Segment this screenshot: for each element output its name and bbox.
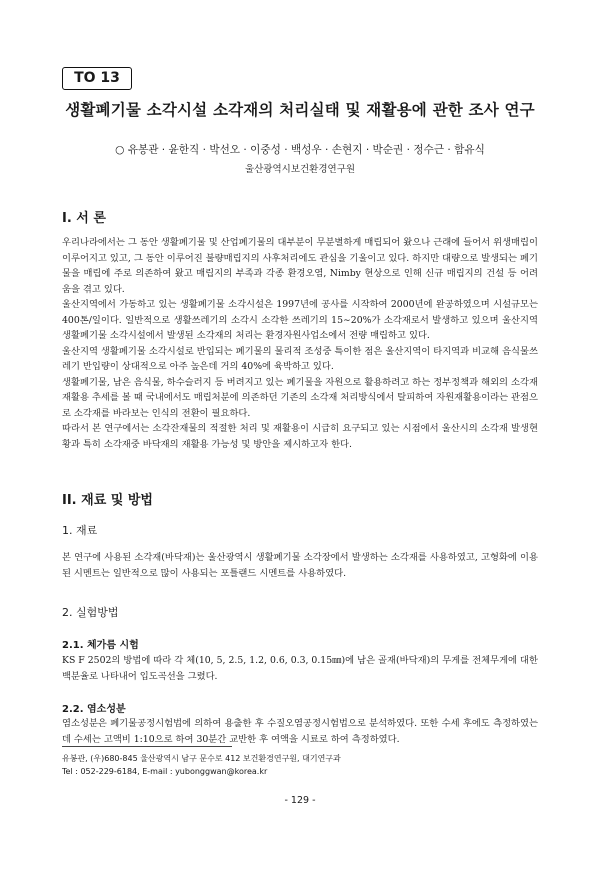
author-list: ○ 유봉관 · 윤한직 · 박선오 · 이중성 · 백성우 · 손현지 · 박순권 · 정수근 · 함유식 xyxy=(115,144,485,156)
chlorine-paragraph xyxy=(62,716,538,747)
footnote-address: 유봉관, (우)680-845 울산광역시 남구 문수로 412 보건환경연구원, 대기연구과 xyxy=(62,754,341,763)
chlorine-text: 염소성분은 폐기물공정시험법에 의하여 용출한 후 수질오염공정시험법으로 분석하였다. 또한 수세 후에도 측정하였는데 수세는 고액비 1:10으로 하여 30분간 교반한 후 여액을 시료로 하여 측정하였다. xyxy=(62,718,538,745)
intro-paragraph: 생활폐기물, 남은 음식물, 하수슬러지 등 버려지고 있는 폐기물을 자원으로 활용하려고 하는 정부정책과 해외의 소각재 재활용 추세를 볼 때 국내에서도 매립처분에 의존하던 기존의 소각재 처리방식에서 탈피하여 자원재활용이라는 관점으로 소각재를 바라보는 인식의 전환이 필요하다. xyxy=(62,376,538,419)
intro-paragraph: 울산지역에서 가동하고 있는 생활폐기물 소각시설은 1997년에 공사를 시작하여 2000년에 완공하였으며 시설규모는 400톤/일이다. 일반적으로 생활쓰레기의 소각시 소각한 쓰레기의 15∼20%가 소각재로서 발생하고 있으며 울산지역 생활폐기물 소각시설에서 발생된 소각재의 처리는 환경자원사업소에서 전량 매립하고 있다. xyxy=(62,299,538,341)
corresponding-author-footnote xyxy=(62,752,542,778)
affiliation: 울산광역시보건환경연구원 xyxy=(244,164,356,175)
intro-paragraph: 울산지역 생활폐기물 소각시설로 반입되는 폐기물의 물리적 조성중 특이한 점은 울산지역이 타지역과 비교해 음식물쓰레기 반입량이 상대적으로 아주 높은데 거의 40%에 육박하고 있다. xyxy=(62,345,538,372)
introduction-body xyxy=(62,235,538,452)
paper-code-box: TO 13 xyxy=(62,67,132,90)
subsection-heading-materials: 1. 재료 xyxy=(62,524,98,537)
page-number: - 129 - xyxy=(284,795,316,806)
subsection-heading-experimental-method: 2. 실험방법 xyxy=(62,606,119,619)
materials-paragraph xyxy=(62,550,538,581)
section-heading-materials-methods: II. 재료 및 방법 xyxy=(62,493,153,508)
intro-paragraph: 따라서 본 연구에서는 소각잔재물의 적절한 처리 및 재활용이 시급히 요구되고 있는 시점에서 울산시의 소각재 발생현황과 특히 소각재중 바닥재의 재활용 가능성 및 방안을 제시하고자 한다. xyxy=(62,423,538,450)
sieve-test-paragraph xyxy=(62,653,538,684)
footnote-divider xyxy=(62,746,232,747)
materials-text: 본 연구에 사용된 소각재(바닥재)는 울산광역시 생활폐기물 소각장에서 발생하는 소각재를 사용하였고, 고형화에 이용된 시멘트는 일반적으로 많이 사용되는 포틀랜드 시멘트를 사용하였다. xyxy=(62,552,538,579)
footnote-contact: Tel : 052-229-6184, E-mail : yubonggwan@korea.kr xyxy=(62,767,268,776)
subsection-heading-chlorine: 2.2. 염소성분 xyxy=(62,704,126,715)
subsection-heading-sieve-test: 2.1. 체가름 시험 xyxy=(62,640,139,651)
section-heading-introduction: I. 서 론 xyxy=(62,211,106,226)
intro-paragraph: 우리나라에서는 그 동안 생활폐기물 및 산업폐기물의 대부분이 무분별하게 매립되어 왔으나 근래에 들어서 위생매립이 이루어지고 있고, 그 동안 이루어진 불량매립지의 사후처리에도 관심을 기울이고 있다. 하지만 대량으로 발생되는 폐기물을 매립에 주로 의존하여 왔고 매립지의 부족과 각종 환경오염, Nimby 현상으로 인해 신규 매립지의 건설 등 어려움을 겪고 있다. xyxy=(62,237,538,295)
paper-title: 생활폐기물 소각시설 소각재의 처리실태 및 재활용에 관한 조사 연구 xyxy=(65,101,535,119)
sieve-test-text: KS F 2502의 방법에 따라 각 체(10, 5, 2.5, 1.2, 0.6, 0.3, 0.15㎜)에 남은 골재(바닥재)의 무게를 전체무게에 대한 백분율로 나타내어 입도곡선을 그렸다. xyxy=(62,655,538,682)
